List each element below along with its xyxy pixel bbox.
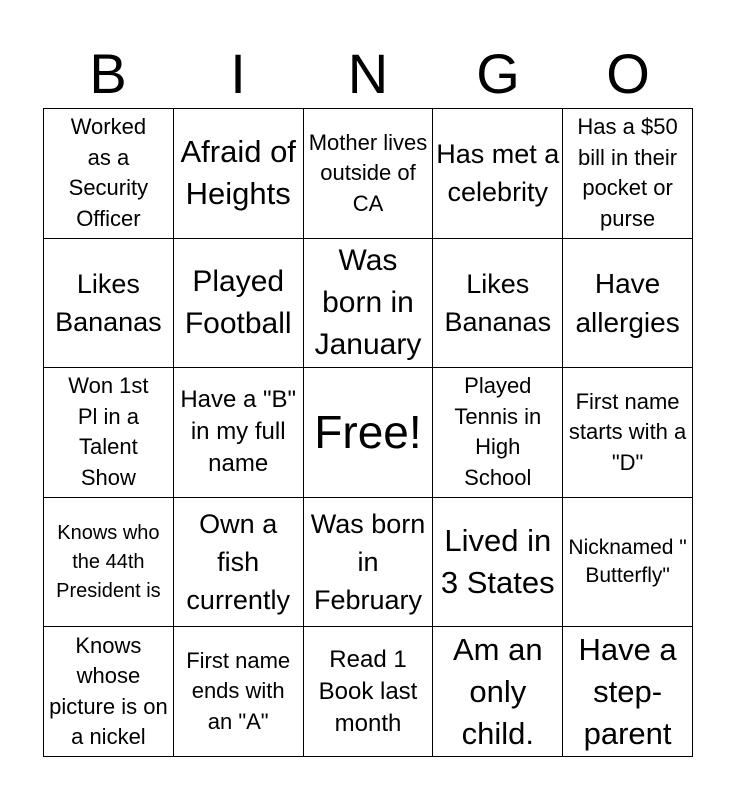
cell-text: Won 1st Pl in a Talent Show	[68, 373, 149, 490]
bingo-header	[43, 40, 693, 108]
bingo-cell[interactable]	[44, 239, 174, 369]
bingo-cell[interactable]	[304, 498, 434, 628]
bingo-cell[interactable]	[304, 109, 434, 239]
bingo-cell[interactable]	[174, 498, 304, 628]
bingo-cell[interactable]	[563, 368, 693, 498]
bingo-cell[interactable]	[433, 368, 563, 498]
header-letter-i: I	[230, 42, 246, 105]
bingo-cell[interactable]	[563, 498, 693, 628]
cell-text: Likes Bananas	[55, 268, 162, 337]
header-letter-o: O	[606, 42, 650, 105]
cell-text: Worked as a Security Officer	[68, 114, 149, 231]
cell-text: Have a "B" in my full name	[180, 386, 297, 478]
bingo-cell[interactable]	[433, 239, 563, 369]
cell-text: Played Football	[184, 264, 292, 340]
bingo-cell[interactable]	[174, 109, 304, 239]
cell-text: Have a step-parent	[578, 631, 677, 751]
cell-text: Nicknamed " Butterfly"	[568, 536, 687, 588]
bingo-cell[interactable]	[563, 239, 693, 369]
cell-text: Own a fish currently	[186, 509, 290, 616]
bingo-cell[interactable]	[304, 368, 434, 498]
bingo-cell[interactable]	[304, 239, 434, 369]
cell-text: Read 1 Book last month	[318, 645, 418, 737]
bingo-cell[interactable]	[174, 627, 304, 757]
bingo-cell[interactable]	[44, 498, 174, 628]
bingo-cell[interactable]	[44, 109, 174, 239]
cell-text: Lived in 3 States	[440, 523, 555, 601]
cell-text: Has met a celebrity	[436, 139, 560, 208]
bingo-cell[interactable]	[304, 627, 434, 757]
bingo-cell[interactable]	[44, 627, 174, 757]
bingo-cell[interactable]	[174, 368, 304, 498]
cell-text: Afraid of Heights	[180, 134, 296, 212]
bingo-cell[interactable]	[563, 627, 693, 757]
bingo-cell[interactable]	[433, 498, 563, 628]
cell-text: Was born in February	[310, 509, 426, 616]
header-letter-g: G	[476, 42, 520, 105]
bingo-board	[43, 108, 693, 757]
cell-text: Knows whose picture is on a nickel	[49, 632, 168, 750]
cell-text: Free!	[314, 406, 422, 459]
cell-text: Knows who the 44th President is	[56, 521, 161, 602]
cell-text: First name starts with a "D"	[568, 388, 687, 475]
cell-text: Have allergies	[575, 267, 680, 338]
cell-text: Played Tennis in High School	[454, 373, 542, 490]
bingo-cell[interactable]	[174, 239, 304, 369]
cell-text: Likes Bananas	[444, 268, 552, 337]
header-letter-n: N	[347, 42, 389, 105]
bingo-cell[interactable]	[563, 109, 693, 239]
cell-text: Mother lives outside of CA	[308, 129, 428, 216]
bingo-cell[interactable]	[44, 368, 174, 498]
cell-text: Was born in January	[314, 243, 422, 361]
bingo-cell[interactable]	[433, 109, 563, 239]
cell-text: Has a $50 bill in their pocket or purse	[577, 114, 678, 231]
cell-text: First name ends with an "A"	[186, 647, 291, 734]
cell-text: Am an only child.	[452, 631, 543, 751]
bingo-cell[interactable]	[433, 627, 563, 757]
header-letter-b: B	[89, 42, 127, 105]
